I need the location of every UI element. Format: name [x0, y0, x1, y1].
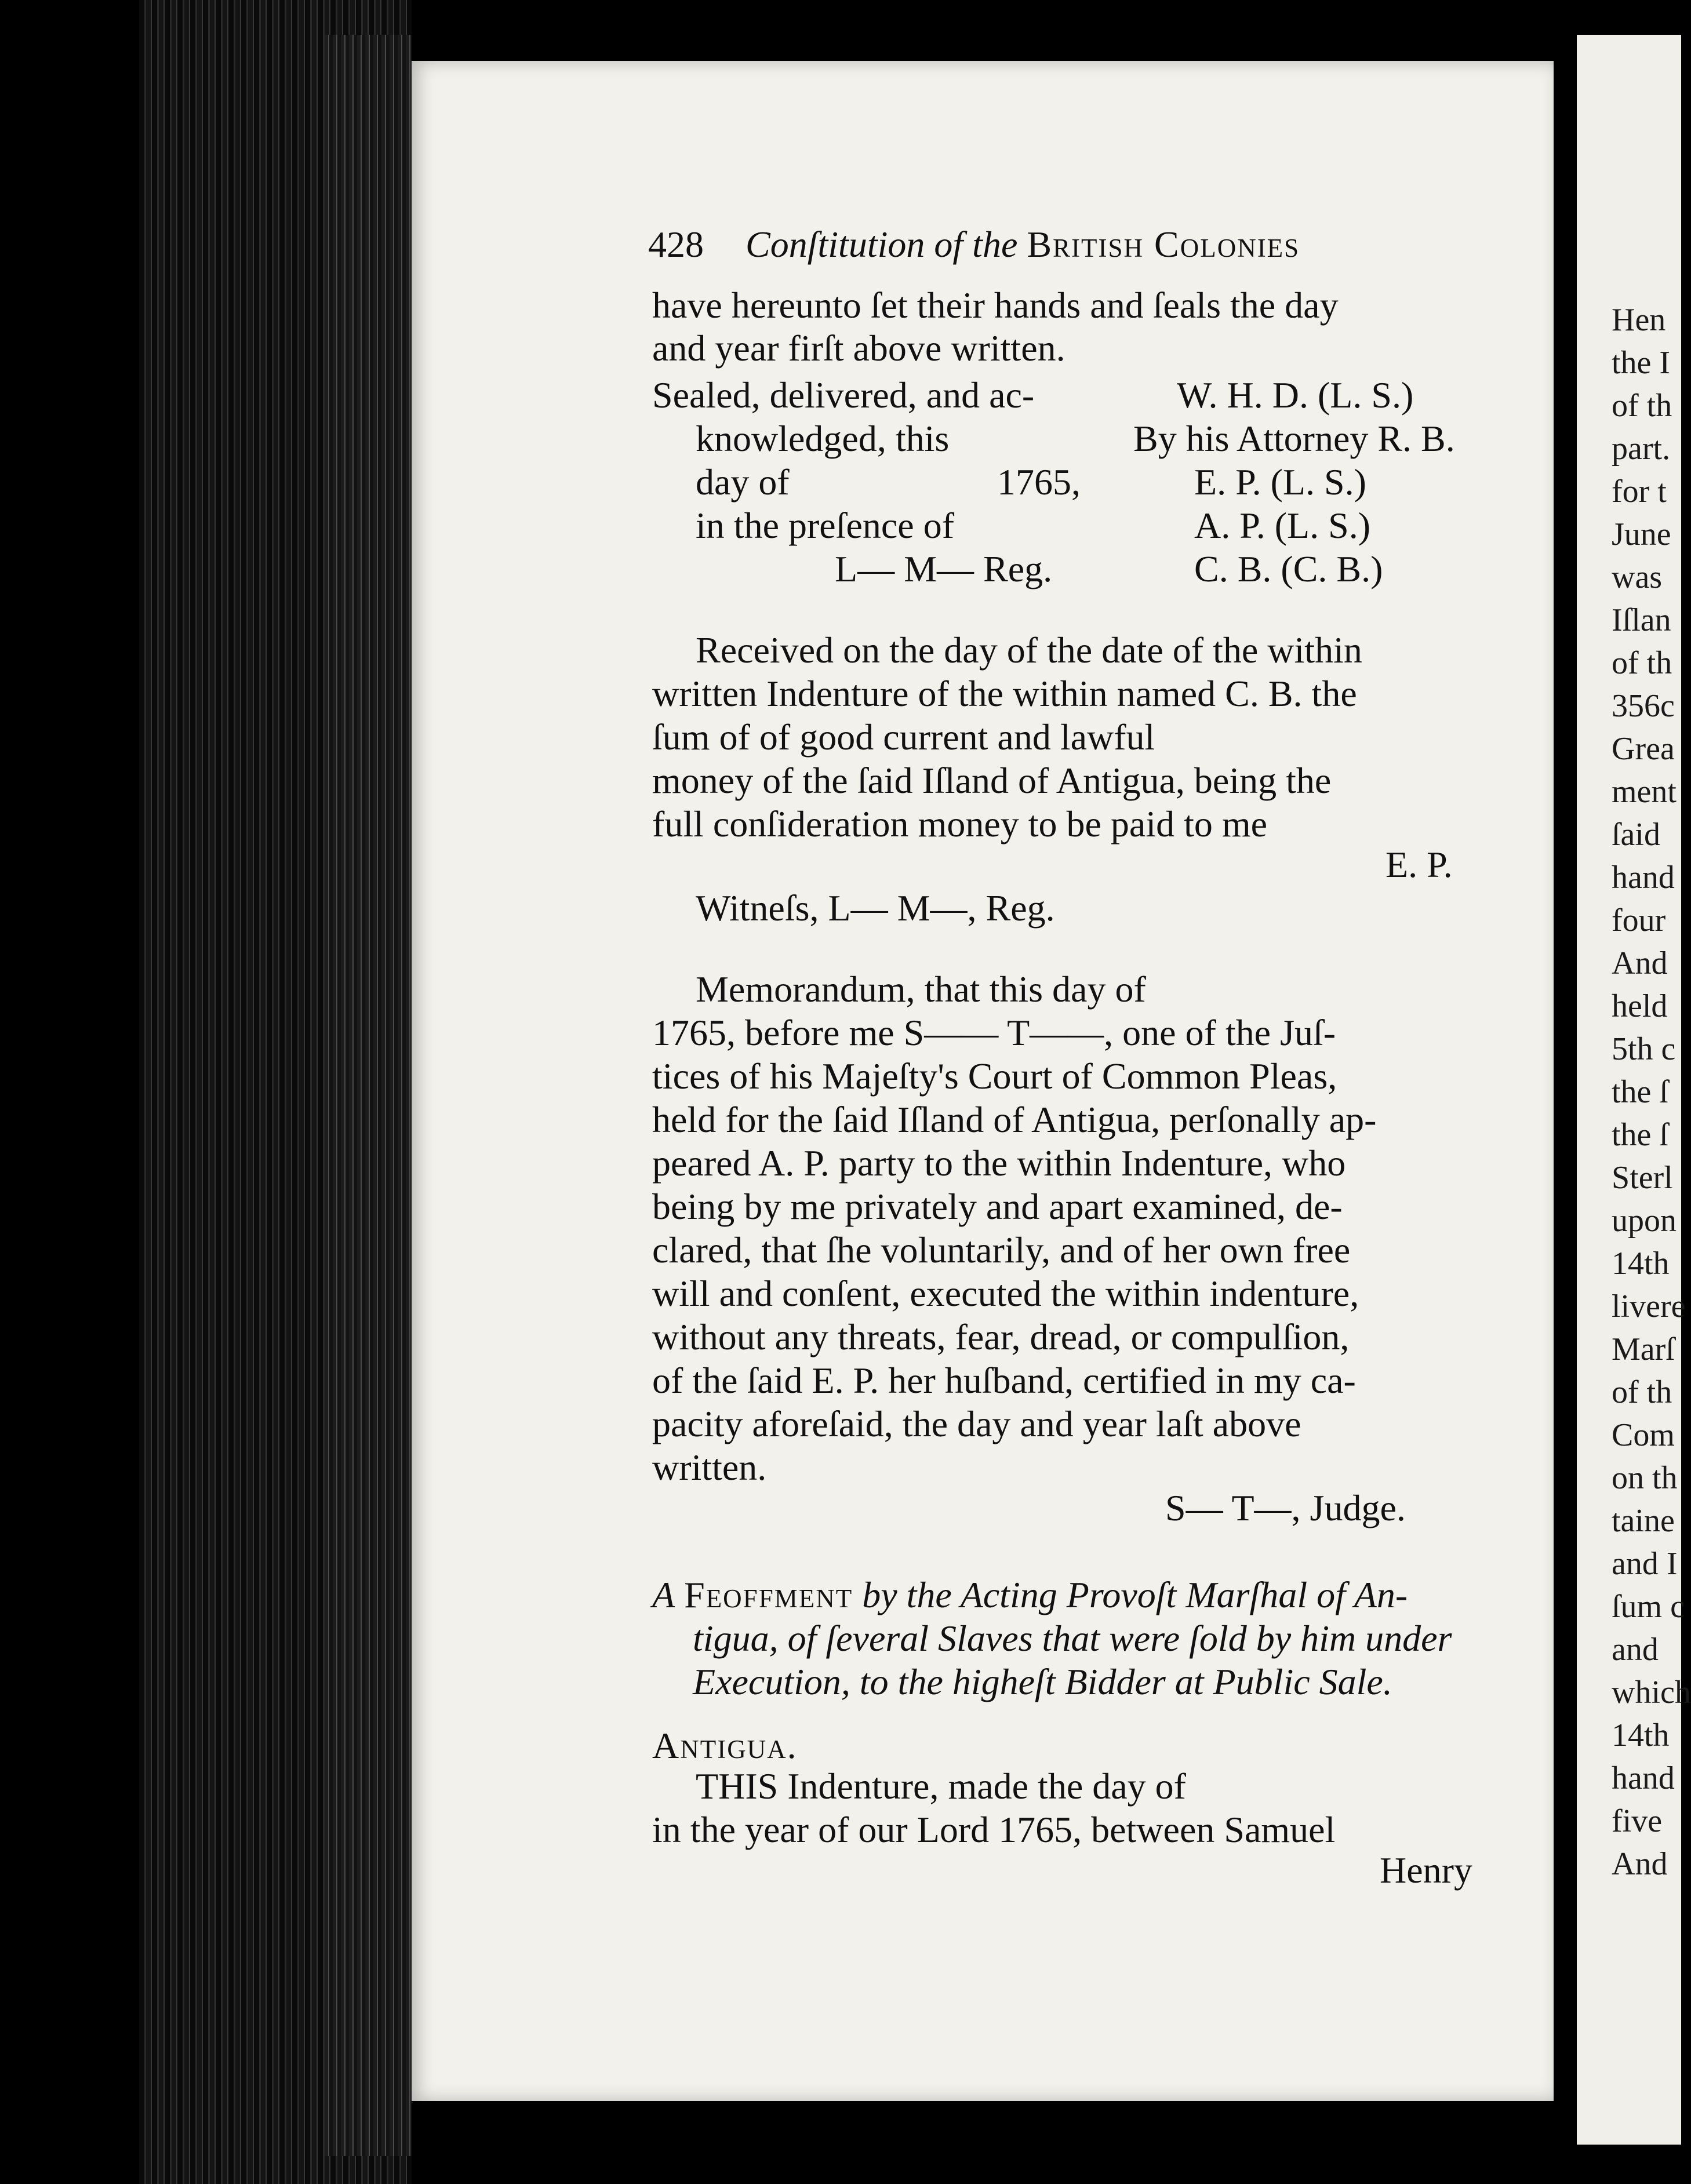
text-line: THIS Indenture, made the day of [696, 1766, 1186, 1807]
gutter [1554, 0, 1577, 2184]
text-line: written. [652, 1447, 767, 1488]
text-line: being by me privately and apart examined, de- [652, 1186, 1343, 1227]
facing-page-line: was [1612, 559, 1663, 595]
running-title-caps: British Colonies [1027, 224, 1300, 265]
catchword: Henry [1380, 1850, 1472, 1891]
facing-page-line: four [1612, 902, 1666, 938]
text-line: full conſideration money to be paid to me [652, 803, 1268, 845]
running-head [648, 223, 1300, 266]
text-line: without any threats, fear, dread, or compulſion, [652, 1316, 1350, 1357]
facing-page-line: the I [1612, 345, 1671, 381]
facing-page-line: Sterl [1612, 1160, 1673, 1196]
facing-page-line: taine [1612, 1503, 1675, 1539]
attest-right: By his Attorney R. B. [1133, 418, 1455, 459]
facing-page-line: ſum c [1612, 1589, 1685, 1625]
facing-page-line: Hen [1612, 302, 1666, 338]
heading-caps: Feoffment [684, 1574, 853, 1615]
text-line: 1765, before me S—— T——, one of the Juſ- [652, 1012, 1336, 1053]
facing-page-line: Grea [1612, 731, 1675, 767]
text-line: money of the ſaid Iſland of Antigua, being the [652, 760, 1332, 801]
facing-page-line: livere [1612, 1288, 1686, 1324]
attest-left: Sealed, delivered, and ac- [652, 374, 1035, 416]
facing-page-line: 14th [1612, 1717, 1670, 1753]
text-line: Witneſs, L— M—, Reg. [696, 887, 1055, 929]
attest-right: C. B. (C. B.) [1194, 548, 1383, 589]
attest-year: 1765, [997, 461, 1081, 503]
attest-right: A. P. (L. S.) [1194, 505, 1371, 546]
facing-page-line: of th [1612, 1374, 1672, 1410]
facing-page-line: Iſlan [1612, 602, 1671, 638]
place-heading: Antigua. [652, 1725, 798, 1766]
facing-page-line: ment [1612, 774, 1677, 810]
text-line: and year firſt above written. [652, 327, 1065, 369]
heading-article: A [652, 1574, 675, 1615]
text-line: of the ſaid E. P. her huſband, certified in my ca- [652, 1360, 1356, 1401]
facing-page-line: for t [1612, 474, 1667, 509]
facing-page-line: part. [1612, 431, 1671, 467]
text-line: written Indenture of the within named C. B. the [652, 673, 1357, 714]
facing-page-line: June [1612, 516, 1671, 552]
page-edges [325, 35, 412, 2156]
attest-left: L— M— Reg. [835, 548, 1053, 589]
heading-text: Execution, to the higheſt Bidder at Public Sale. [693, 1661, 1392, 1702]
heading-text: tigua, of ſeveral Slaves that were ſold by him under [693, 1618, 1452, 1659]
attest-left: day of [696, 461, 790, 503]
facing-page-line: And [1612, 1846, 1668, 1882]
facing-page-line: of th [1612, 388, 1672, 424]
text-line: ſum of of good current and lawful [652, 716, 1155, 758]
section-heading [652, 1574, 1408, 1617]
facing-page [1577, 35, 1691, 2145]
facing-page-line: five [1612, 1803, 1663, 1839]
text-line: pacity aforeſaid, the day and year laſt above [652, 1403, 1301, 1444]
facing-page-line: 14th [1612, 1246, 1670, 1282]
facing-page-line: 356c [1612, 688, 1675, 724]
facing-page-line: upon [1612, 1203, 1677, 1239]
text-line: tices of his Majeſty's Court of Common Pleas, [652, 1055, 1337, 1097]
text-line: Received on the day of the date of the within [696, 629, 1362, 671]
facing-page-line: the ſ [1612, 1074, 1668, 1110]
facing-page-line: ſaid [1612, 817, 1660, 853]
facing-page-line: and I [1612, 1546, 1678, 1582]
page-number: 428 [648, 224, 704, 265]
text-line: in the year of our Lord 1765, between Samuel [652, 1809, 1336, 1850]
facing-page-line: of th [1612, 645, 1672, 681]
facing-page-line: Com [1612, 1417, 1675, 1453]
facing-page-line: held [1612, 988, 1668, 1024]
facing-page-line: the ſ [1612, 1117, 1668, 1153]
text-line: held for the ſaid Iſland of Antigua, perſonally ap- [652, 1099, 1377, 1140]
attest-left: knowledged, this [696, 418, 950, 459]
text-line: Memorandum, that this day of [696, 969, 1146, 1010]
facing-page-line: 5th c [1612, 1031, 1676, 1067]
facing-page-line: on th [1612, 1460, 1678, 1496]
attest-right: E. P. (L. S.) [1194, 461, 1366, 503]
facing-page-line: And [1612, 945, 1668, 981]
attest-right: W. H. D. (L. S.) [1177, 374, 1414, 416]
facing-page-line: Marſ [1612, 1331, 1675, 1367]
attest-left: in the preſence of [696, 505, 954, 546]
running-title-italic: Conſtitution of the [746, 224, 1018, 265]
signature: S— T—, Judge. [1165, 1487, 1406, 1528]
text-line: will and conſent, executed the within indenture, [652, 1273, 1359, 1314]
facing-page-line: which [1612, 1675, 1691, 1710]
facing-page-line: hand [1612, 1760, 1675, 1796]
text-line: have hereunto ſet their hands and ſeals the day [652, 285, 1339, 326]
signature: E. P. [1385, 844, 1453, 885]
text-line: peared A. P. party to the within Indenture, who [652, 1142, 1346, 1184]
facing-page-line: and [1612, 1632, 1659, 1668]
facing-page-line: hand [1612, 860, 1675, 896]
heading-text: by the Acting Provoſt Marſhal of An- [862, 1574, 1408, 1615]
text-line: clared, that ſhe voluntarily, and of her own free [652, 1229, 1351, 1271]
